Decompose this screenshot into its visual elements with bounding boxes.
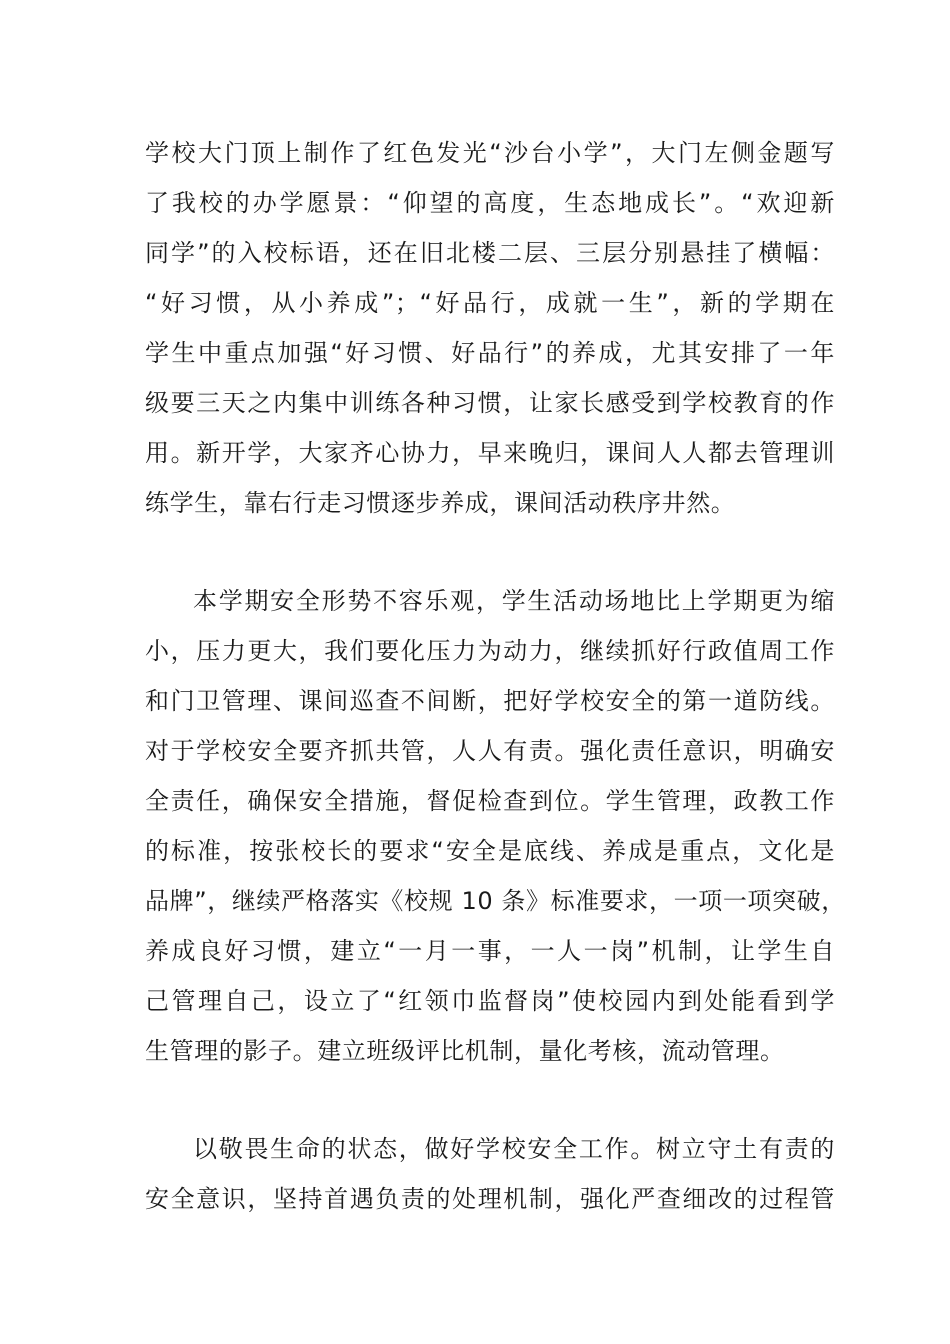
text-line: 全责任，确保安全措施，督促检查到位。学生管理，政教工作 [145, 787, 835, 815]
text-line: 和门卫管理、课间巡查不间断，把好学校安全的第一道防线。 [145, 687, 835, 715]
text-line: 用。新开学，大家齐心协力，早来晚归，课间人人都去管理训 [145, 439, 835, 467]
text-line: 安全意识，坚持首遇负责的处理机制，强化严查细改的过程管 [145, 1185, 835, 1213]
text-line: “好习惯，从小养成”；“好品行，成就一生”，新的学期在 [145, 289, 835, 317]
text-line: 生管理的影子。建立班级评比机制，量化考核，流动管理。 [145, 1037, 785, 1065]
text-line: 小，压力更大，我们要化压力为动力，继续抓好行政值周工作 [145, 637, 835, 665]
text-line: 学校大门顶上制作了红色发光“沙台小学”，大门左侧金题写 [145, 139, 835, 167]
text-line: 了我校的办学愿景：“仰望的高度，生态地成长”。“欢迎新 [145, 189, 835, 217]
text-line: 同学”的入校标语，还在旧北楼二层、三层分别悬挂了横幅： [145, 239, 835, 267]
text-line: 对于学校安全要齐抓共管，人人有责。强化责任意识，明确安 [145, 737, 835, 765]
text-line: 本学期安全形势不容乐观，学生活动场地比上学期更为缩 [193, 587, 835, 615]
text-line: 以敬畏生命的状态，做好学校安全工作。树立守土有责的 [193, 1135, 835, 1163]
text-line: 的标准，按张校长的要求“安全是底线、养成是重点，文化是 [145, 837, 835, 865]
text-line: 级要三天之内集中训练各种习惯，让家长感受到学校教育的作 [145, 389, 835, 417]
text-line: 品牌”，继续严格落实《校规 10 条》标准要求，一项一项突破， [145, 887, 846, 915]
text-line: 己管理自己，设立了“红领巾监督岗”使校园内到处能看到学 [145, 987, 835, 1015]
text-line: 养成良好习惯，建立“一月一事，一人一岗”机制，让学生自 [145, 937, 835, 965]
text-line: 练学生，靠右行走习惯逐步养成，课间活动秩序井然。 [145, 489, 736, 517]
text-line: 学生中重点加强“好习惯、好品行”的养成，尤其安排了一年 [145, 339, 835, 367]
